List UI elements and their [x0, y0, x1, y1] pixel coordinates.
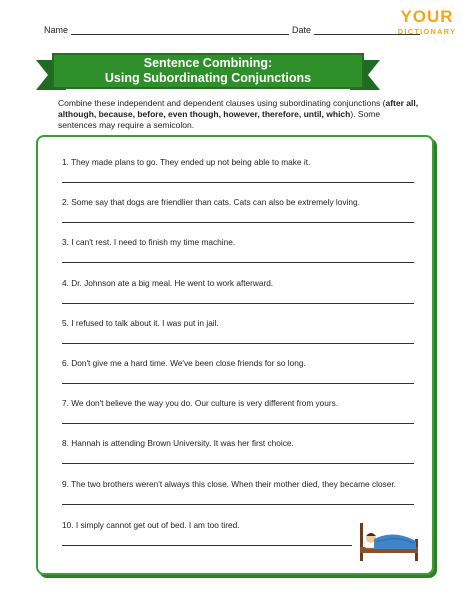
item-prompt: 5. I refused to talk about it. I was put in jail.: [62, 318, 219, 328]
exercise-item: [62, 358, 414, 384]
answer-line[interactable]: [62, 545, 352, 546]
item-prompt: 7. We don't believe the way you do. Our culture is very different from yours.: [62, 398, 339, 408]
answer-line[interactable]: [62, 222, 414, 223]
exercise-item: [62, 398, 414, 424]
name-label: Name: [44, 25, 69, 35]
exercise-box: [36, 135, 434, 575]
instructions-pre: Combine these independent and dependent clauses using subordinating conjunctions (: [58, 98, 386, 108]
title-line-2: Using Subordinating Conjunctions: [104, 71, 312, 85]
sleeping-in-bed-illustration: [358, 517, 420, 563]
answer-line[interactable]: [62, 343, 414, 344]
item-prompt: 6. Don't give me a hard time. We've been close friends for so long.: [62, 358, 306, 368]
name-field[interactable]: [71, 25, 289, 35]
answer-line[interactable]: [62, 182, 414, 183]
answer-line[interactable]: [62, 504, 414, 505]
answer-line[interactable]: [62, 463, 414, 464]
instructions-conjunctions: after all, although, because, before, even though, however, therefore, until, which: [58, 98, 419, 119]
exercise-item: [62, 438, 414, 464]
item-prompt: 3. I can't rest. I need to finish my time machine.: [62, 237, 236, 247]
instructions: [58, 98, 420, 131]
logo-your-text: YOUR: [400, 7, 454, 26]
answer-line[interactable]: [62, 383, 414, 384]
exercise-item: [62, 157, 414, 183]
item-prompt: 8. Hannah is attending Brown University. It was her first choice.: [62, 438, 294, 448]
item-prompt: 4. Dr. Johnson ate a big meal. He went to work afterward.: [62, 278, 274, 288]
item-prompt: 2. Some say that dogs are friendlier than cats. Cats can also be extremely loving.: [62, 197, 360, 207]
exercise-item: [62, 278, 414, 304]
answer-line[interactable]: [62, 262, 414, 263]
exercise-item: [62, 318, 414, 344]
title-line-1: Sentence Combining:: [143, 56, 273, 70]
title-ribbon: [52, 53, 364, 89]
exercise-item: [62, 237, 414, 263]
item-prompt: 9. The two brothers weren't always this close. When their mother died, they became closer.: [62, 479, 396, 489]
logo-dictionary-text: DICTIONARY: [397, 27, 457, 36]
title-banner: [36, 50, 380, 96]
item-prompt: 1. They made plans to go. They ended up not being able to make it.: [62, 157, 311, 167]
instructions-post: ). Some sentences may require a semicolon.: [58, 109, 381, 130]
answer-line[interactable]: [62, 303, 414, 304]
yourdictionary-logo[interactable]: [392, 8, 462, 36]
exercise-item: [62, 197, 414, 223]
date-label: Date: [292, 25, 312, 35]
item-prompt: 10. I simply cannot get out of bed. I am too tired.: [62, 520, 240, 530]
exercise-item: [62, 479, 414, 505]
answer-line[interactable]: [62, 423, 414, 424]
name-line: [44, 25, 289, 35]
